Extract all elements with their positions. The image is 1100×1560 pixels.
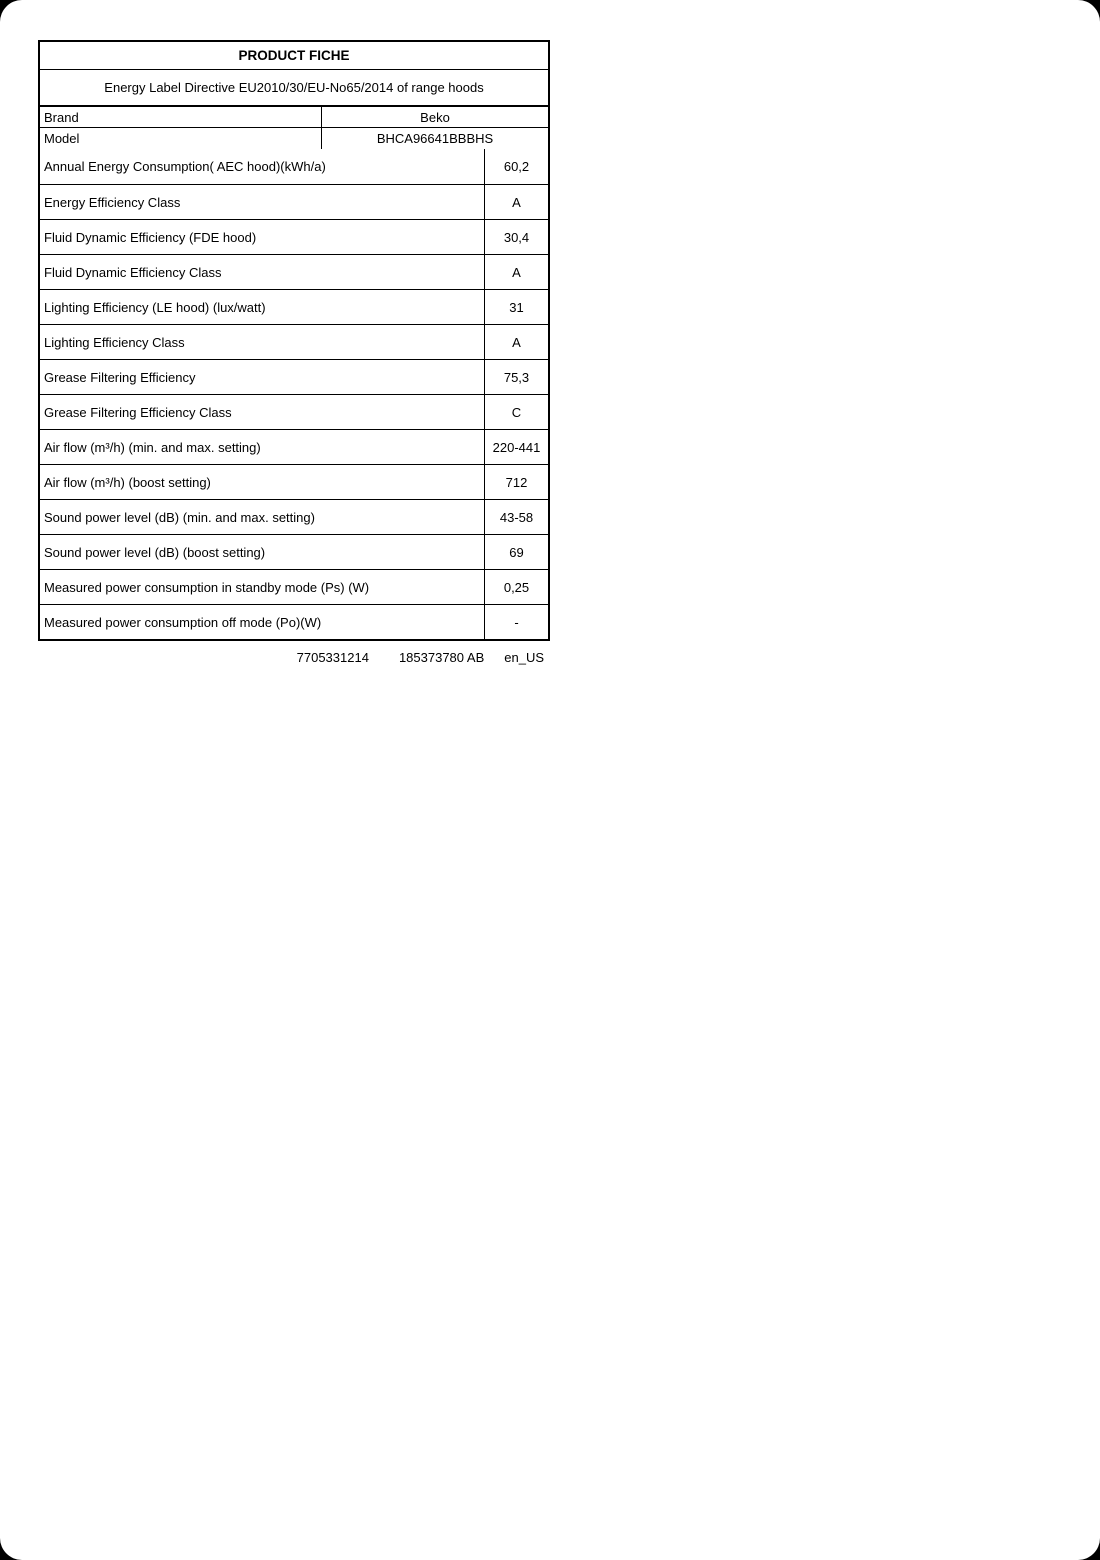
table-row [40, 394, 548, 429]
table-row [40, 464, 548, 499]
row-value: 75,3 [484, 360, 548, 394]
table-row [40, 324, 548, 359]
table-row [40, 184, 548, 219]
spec-rows [40, 149, 548, 639]
row-label: Sound power level (dB) (boost setting) [44, 544, 266, 560]
row-label: Grease Filtering Efficiency [44, 369, 196, 385]
table-title: PRODUCT FICHE [238, 48, 350, 63]
table-row [40, 499, 548, 534]
row-label: Fluid Dynamic Efficiency Class [44, 264, 222, 280]
row-label: Grease Filtering Efficiency Class [44, 404, 232, 420]
row-label: Measured power consumption off mode (Po)(W) [44, 614, 322, 630]
footer-part-number: 185373780 AB [398, 650, 485, 665]
row-label: Air flow (m³/h) (min. and max. setting) [44, 439, 261, 455]
row-value: 69 [484, 535, 548, 569]
brand-row [40, 105, 548, 127]
row-label: Energy Efficiency Class [44, 194, 181, 210]
table-subtitle-row [40, 69, 548, 105]
table-row [40, 359, 548, 394]
table-row [40, 604, 548, 639]
row-value: A [484, 185, 548, 219]
row-label: Lighting Efficiency (LE hood) (lux/watt) [44, 299, 266, 315]
row-label: Lighting Efficiency Class [44, 334, 185, 350]
table-subtitle: Energy Label Directive EU2010/30/EU-No65/2014 of range hoods [104, 80, 484, 95]
row-label: Sound power level (dB) (min. and max. setting) [44, 509, 315, 525]
row-value: A [484, 255, 548, 289]
brand-value: Beko [321, 107, 548, 127]
table-row [40, 149, 548, 184]
row-label: Measured power consumption in standby mode (Ps) (W) [44, 579, 370, 595]
row-value: 220-441 [484, 430, 548, 464]
brand-label: Brand [44, 109, 79, 125]
product-fiche-table [38, 40, 550, 641]
row-label: Annual Energy Consumption( AEC hood)(kWh/a) [44, 159, 326, 174]
row-value: A [484, 325, 548, 359]
row-value: 31 [484, 290, 548, 324]
table-row [40, 534, 548, 569]
row-value: 0,25 [484, 570, 548, 604]
table-title-row [40, 42, 548, 69]
row-label: Fluid Dynamic Efficiency (FDE hood) [44, 229, 257, 245]
footer-doc-number: 7705331214 [296, 650, 369, 665]
model-value: BHCA96641BBBHS [321, 128, 548, 149]
model-row [40, 127, 548, 149]
table-row [40, 289, 548, 324]
footer-locale: en_US [504, 650, 544, 665]
row-value: - [484, 605, 548, 639]
table-row [40, 429, 548, 464]
model-label: Model [44, 131, 80, 146]
table-row [40, 254, 548, 289]
row-value: 60,2 [484, 149, 548, 184]
row-value: 30,4 [484, 220, 548, 254]
row-value: C [484, 395, 548, 429]
table-row [40, 219, 548, 254]
footer-line [38, 650, 544, 665]
row-value: 712 [484, 465, 548, 499]
table-row [40, 569, 548, 604]
row-value: 43-58 [484, 500, 548, 534]
row-label: Air flow (m³/h) (boost setting) [44, 474, 211, 490]
